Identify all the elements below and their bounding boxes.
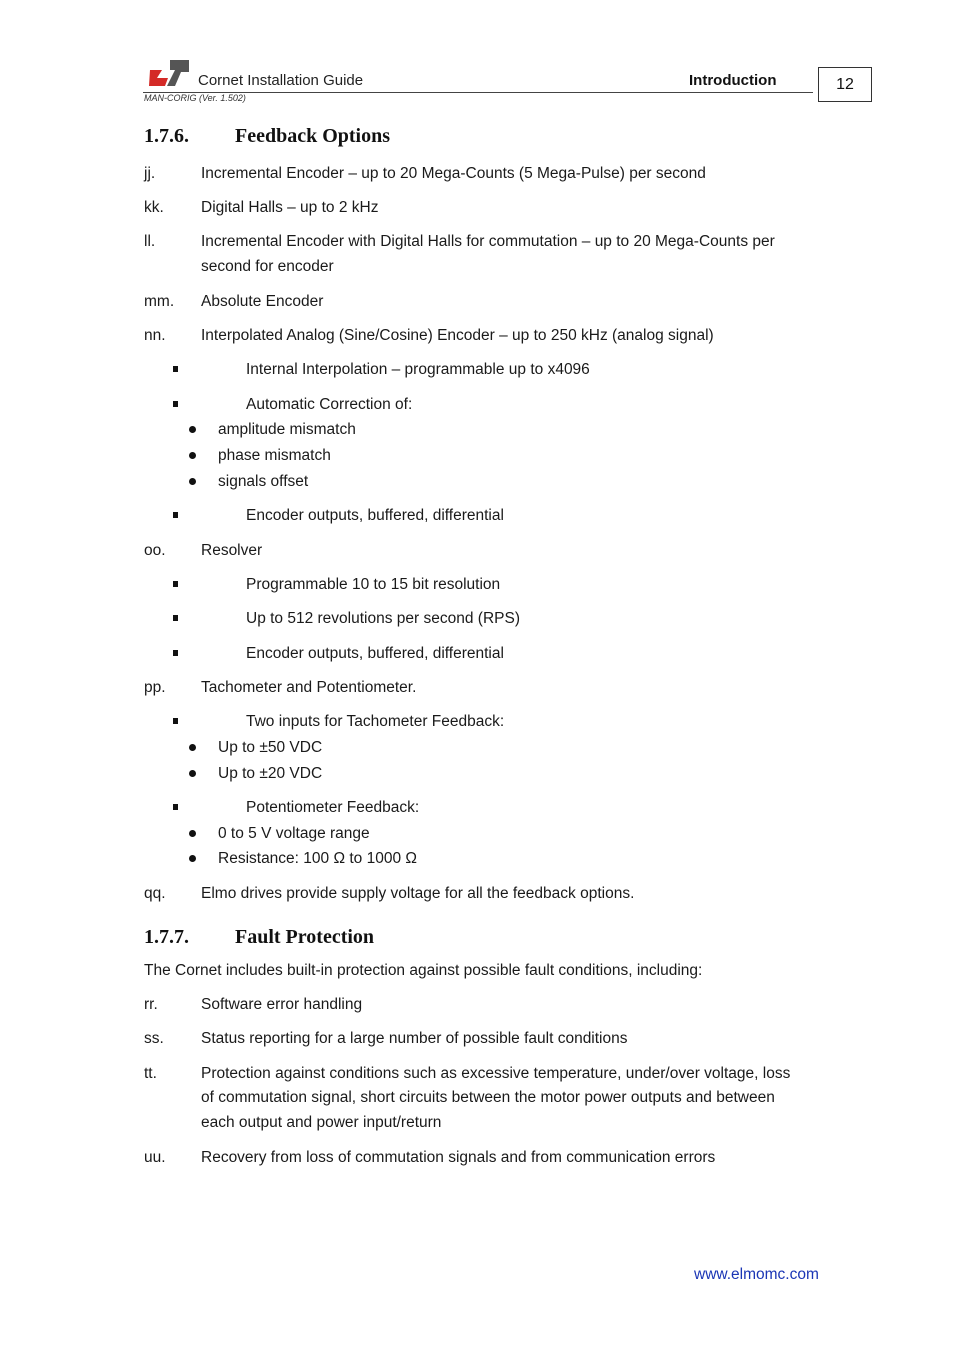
square-bullet bbox=[173, 401, 178, 407]
list-item: Incremental Encoder – up to 20 Mega-Counts (5 Mega-Pulse) per second bbox=[201, 165, 706, 182]
square-bullet bbox=[173, 512, 178, 518]
round-bullet bbox=[189, 855, 196, 862]
list-item-continuation: second for encoder bbox=[201, 258, 334, 275]
bullet-item: amplitude mismatch bbox=[218, 421, 356, 438]
list-item: Status reporting for a large number of possible fault conditions bbox=[201, 1030, 628, 1047]
square-bullet bbox=[173, 366, 178, 372]
list-marker: ss. bbox=[144, 1030, 164, 1047]
bullet-item: Up to ±20 VDC bbox=[218, 765, 323, 782]
heading-title: Fault Protection bbox=[235, 926, 375, 948]
elmo-logo bbox=[148, 58, 190, 88]
list-item: Recovery from loss of commutation signals and from communication errors bbox=[201, 1149, 716, 1166]
heading-title: Feedback Options bbox=[235, 125, 391, 147]
square-bullet bbox=[173, 804, 178, 810]
list-marker: ll. bbox=[144, 233, 156, 250]
list-marker: pp. bbox=[144, 679, 166, 696]
list-item: Software error handling bbox=[201, 996, 363, 1013]
sub-list-item: Encoder outputs, buffered, differential bbox=[246, 645, 504, 662]
list-marker: tt. bbox=[144, 1065, 157, 1082]
sub-list-item: Programmable 10 to 15 bit resolution bbox=[246, 576, 501, 593]
document-title: Cornet Installation Guide bbox=[198, 72, 364, 89]
list-marker: mm. bbox=[144, 293, 175, 310]
square-bullet bbox=[173, 650, 178, 656]
round-bullet bbox=[189, 770, 196, 777]
list-item: Protection against conditions such as excessive temperature, under/over voltage, loss bbox=[201, 1065, 791, 1082]
sub-list-item: Encoder outputs, buffered, differential bbox=[246, 507, 504, 524]
bullet-item: Up to ±50 VDC bbox=[218, 739, 323, 756]
section-intro: The Cornet includes built-in protection against possible fault conditions, including: bbox=[144, 962, 703, 979]
list-item: Digital Halls – up to 2 kHz bbox=[201, 199, 379, 216]
list-marker: nn. bbox=[144, 327, 166, 344]
round-bullet bbox=[189, 478, 196, 485]
round-bullet bbox=[189, 830, 196, 837]
list-marker: uu. bbox=[144, 1149, 166, 1166]
list-marker: oo. bbox=[144, 542, 166, 559]
sub-list-item: Automatic Correction of: bbox=[246, 396, 413, 413]
square-bullet bbox=[173, 615, 178, 621]
sub-list-item: Internal Interpolation – programmable up to x4096 bbox=[246, 361, 590, 378]
list-item-continuation: each output and power input/return bbox=[201, 1114, 442, 1131]
round-bullet bbox=[189, 744, 196, 751]
page-number: 12 bbox=[818, 67, 872, 102]
bullet-item: phase mismatch bbox=[218, 447, 331, 464]
list-item: Absolute Encoder bbox=[201, 293, 324, 310]
list-item: Incremental Encoder with Digital Halls for commutation – up to 20 Mega-Counts per bbox=[201, 233, 775, 250]
square-bullet bbox=[173, 718, 178, 724]
list-marker: kk. bbox=[144, 199, 164, 216]
heading-number: 1.7.7. bbox=[144, 926, 189, 948]
bullet-item: 0 to 5 V voltage range bbox=[218, 825, 370, 842]
bullet-item: Resistance: 100 Ω to 1000 Ω bbox=[218, 850, 417, 867]
sub-list-item: Potentiometer Feedback: bbox=[246, 799, 420, 816]
sub-list-item: Up to 512 revolutions per second (RPS) bbox=[246, 610, 520, 627]
list-item: Interpolated Analog (Sine/Cosine) Encoder – up to 250 kHz (analog signal) bbox=[201, 327, 714, 344]
list-item: Elmo drives provide supply voltage for all the feedback options. bbox=[201, 885, 635, 902]
square-bullet bbox=[173, 581, 178, 587]
sub-list-item: Two inputs for Tachometer Feedback: bbox=[246, 713, 505, 730]
list-marker: rr. bbox=[144, 996, 158, 1013]
list-item-continuation: of commutation signal, short circuits between the motor power outputs and between bbox=[201, 1089, 775, 1106]
bullet-item: signals offset bbox=[218, 473, 309, 490]
round-bullet bbox=[189, 426, 196, 433]
section-name: Introduction bbox=[689, 72, 777, 89]
list-marker: qq. bbox=[144, 885, 166, 902]
round-bullet bbox=[189, 452, 196, 459]
website-link[interactable]: www.elmomc.com bbox=[694, 1266, 819, 1283]
heading-number: 1.7.6. bbox=[144, 125, 189, 147]
document-code: MAN-CORIG (Ver. 1.502) bbox=[144, 93, 246, 103]
list-item: Resolver bbox=[201, 542, 263, 559]
list-marker: jj. bbox=[144, 165, 156, 182]
list-item: Tachometer and Potentiometer. bbox=[201, 679, 417, 696]
